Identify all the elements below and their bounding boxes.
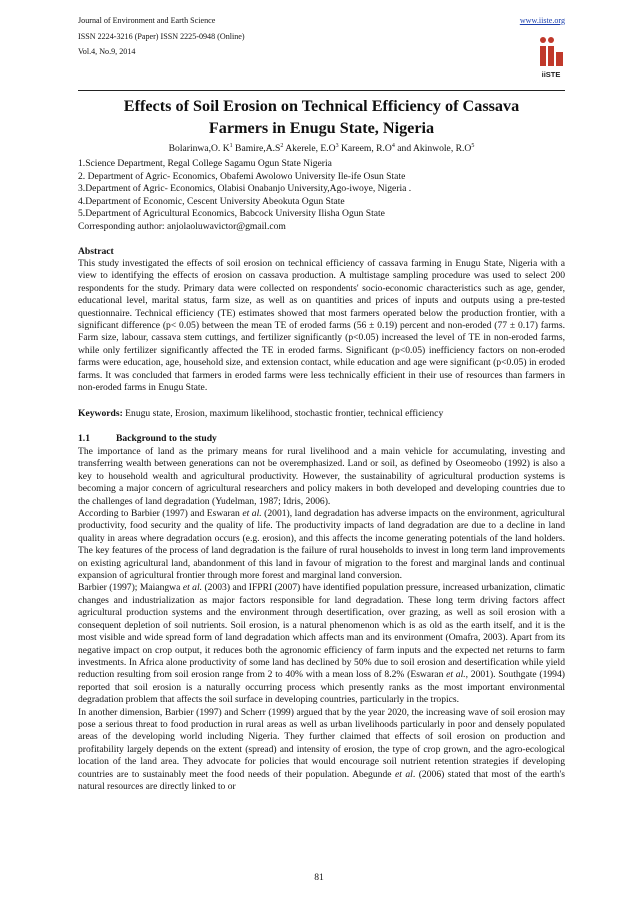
- keywords-label: Keywords:: [78, 408, 123, 419]
- logo-bar-3: [556, 52, 563, 66]
- abstract-text: This study investigated the effects of soil erosion on technical efficiency of cassava farming in Enugu State, Nigeria with a view to identifying the effects of erosion on cassava production. A multistage sampling procedure was used to select 200 respondents for the study. Primary data were collected on respondents' socio-economic characteristics such as age, gender, educational level, marital status, farm size, as well as on quantities and prices of inputs and outputs using a pre-tested questionnaire. Technical efficiency (TE) estimates showed that most farmers operated below the production frontier, with a significant difference (p< 0.05) between the mean TE of eroded farms (56 ± 0.19) percent and non-eroded (77 ± 0.17) farms. Farm size, labour, cassava stem cuttings, and fertilizer significantly (p<0.05) increased the level of TE in non-eroded farms, while only fertilizer significantly affected the TE in eroded farms. Significant (p<0.05) inefficiency factors on non-eroded farms were education, age, household size, and extension contact, while education and age were significant (p<0.05) in eroded farms. It was concluded that farmers in eroded farms were less technically efficient in their use of resources than farmers in non-eroded farms in Enugu State.: [78, 258, 565, 394]
- affiliation-4: 4.Department of Economic, Cescent University Abeokuta Ogun State: [78, 195, 345, 207]
- author-1-sup: 1: [229, 142, 233, 149]
- author-list: [78, 143, 565, 154]
- abstract-heading: Abstract: [78, 246, 114, 257]
- author-2-sup: 2: [280, 142, 284, 149]
- journal-url-link[interactable]: www.iiste.org: [519, 16, 565, 25]
- corresponding-author: Corresponding author: anjolaoluwavictor@gmail.com: [78, 220, 286, 232]
- section-heading: [78, 433, 217, 444]
- paragraph-1: The importance of land as the primary means for rural livelihood and a main vehicle for accumulating, investing and transferring wealth between generations can not be overemphasized. Land or soil, as defined by Oseomeobo (1992) is also a key to household wealth and agricultural productivity. However, the sustainability of agricultural production systems is becoming a major concern of agricultural researchers and policy makers in both developed and developing countries due to the challenges of land degradation (Yudelman, 1987; Idris, 2006).: [78, 446, 565, 507]
- body-text: [78, 446, 565, 793]
- journal-issn: ISSN 2224-3216 (Paper) ISSN 2225-0948 (Online): [78, 31, 245, 41]
- logo-bar-1: [540, 46, 546, 66]
- keywords: [78, 408, 565, 419]
- affiliation-5: 5.Department of Agricultural Economics, Babcock University Ilisha Ogun State: [78, 208, 385, 219]
- header-divider: [78, 90, 565, 91]
- affiliation-2: 2. Department of Agric- Economics, Obafemi Awolowo University Ile-ife Osun State: [78, 170, 406, 182]
- paragraph-3: Barbier (1997); Maiangwa et al. (2003) and IFPRI (2007) have identified population pressure, increased urbanization, climatic changes and industrialization as major factors responsible for land degradation. These long term driving factors affect agricultural production systems and the environment through desertification, over grazing, as well as soil erosion with a consequent depletion of soil nutrients. Soil erosion, is a natural phenomenon which is as old as the earth itself, and it is the most visible and wide spread form of land degradation which affects man and its environment (Omafra, 2003). Apart from its negative impact on crop output, it reduces both the agronomic efficiency of farm inputs and the expected net returns to farm investments. In Africa alone productivity of some land has declined by 50% due to soil erosion and desertification while yield reduction resulting from soil erosion range from 2 to 40% with a mean loss of 8.2% (Eswaran et al., 2001). Southgate (1994) reported that soil erosion is a naturally occurring process which presently ranks as the most important environmental degradation problem that affects the soil surface in developing countries, particularly in the tropics.: [78, 582, 565, 706]
- page-number: 81: [314, 872, 324, 883]
- journal-volume: Vol.4, No.9, 2014: [78, 47, 136, 56]
- affiliation-list: [78, 158, 568, 233]
- logo-dot-2: [548, 37, 554, 43]
- title-line-1: Effects of Soil Erosion on Technical Efficiency of Cassava: [123, 97, 520, 115]
- author-4-sup: 4: [391, 142, 395, 149]
- logo-bar-2: [548, 46, 554, 66]
- author-2: Bamire,A.S: [232, 143, 281, 154]
- paragraph-2: According to Barbier (1997) and Eswaran et al. (2001), land degradation has adverse impacts on the environment, agricultural productivity, food security and the quality of life. The productivity impacts of land degradation are due to a decline in land quality in areas where degradation occurs (e.g. erosion), and this affects the income generating potentials of the land holders. The key features of the process of land degradation is the failure of rural households to invest in long term land improvements on existing agricultural land, abandonment of this land in favour of migration to the forest and marginal lands and continual expansion of agricultural frontier through more forest and marginal land conversion.: [78, 508, 565, 582]
- section-number: 1.1: [78, 433, 90, 444]
- affiliation-3: 3.Department of Agric- Economics, Olabisi Onabanjo University,Ago-iwoye, Nigeria .: [78, 183, 412, 194]
- affiliation-1: 1.Science Department, Regal College Sagamu Ogun State Nigeria: [78, 158, 332, 169]
- author-1: Bolarinwa,O. K: [168, 143, 230, 154]
- journal-name: Journal of Environment and Earth Science: [78, 16, 216, 25]
- section-title: Background to the study: [116, 433, 217, 444]
- journal-header: [78, 13, 565, 60]
- author-3-sup: 3: [335, 142, 339, 149]
- iiste-logo: [536, 35, 566, 81]
- author-5: and Akinwole, R.O: [394, 143, 472, 154]
- author-3: Akerele, E.O: [283, 143, 336, 154]
- logo-dot-1: [540, 37, 546, 43]
- author-5-sup: 5: [471, 142, 475, 149]
- author-4: Kareem, R.O: [338, 143, 392, 154]
- paragraph-4: In another dimension, Barbier (1997) and Scherr (1999) argued that by the year 2020, the increasing wave of soil erosion may pose a serious threat to food production in rural areas as well as urban livelihoods particularly in poor and densely populated areas of the developing world including Nigeria. They further claimed that effects of soil erosion on production and profitability largely depends on the extent (spread) and intensity of erosion, the type of crop grown, and the agro-ecological location of the land area. They advocate for policies that would encourage soil nutrient retention strategies if developing countries are to sustainably meet the food needs of their population. Abegunde et al. (2006) stated that most of the earth's natural resources are directly linked to or: [78, 706, 565, 792]
- title-line-2: Farmers in Enugu State, Nigeria: [208, 118, 435, 137]
- paper-title: [78, 96, 565, 139]
- logo-text: iiSTE: [541, 70, 561, 79]
- keywords-text: Enugu state, Erosion, maximum likelihood, stochastic frontier, technical efficiency: [122, 408, 444, 419]
